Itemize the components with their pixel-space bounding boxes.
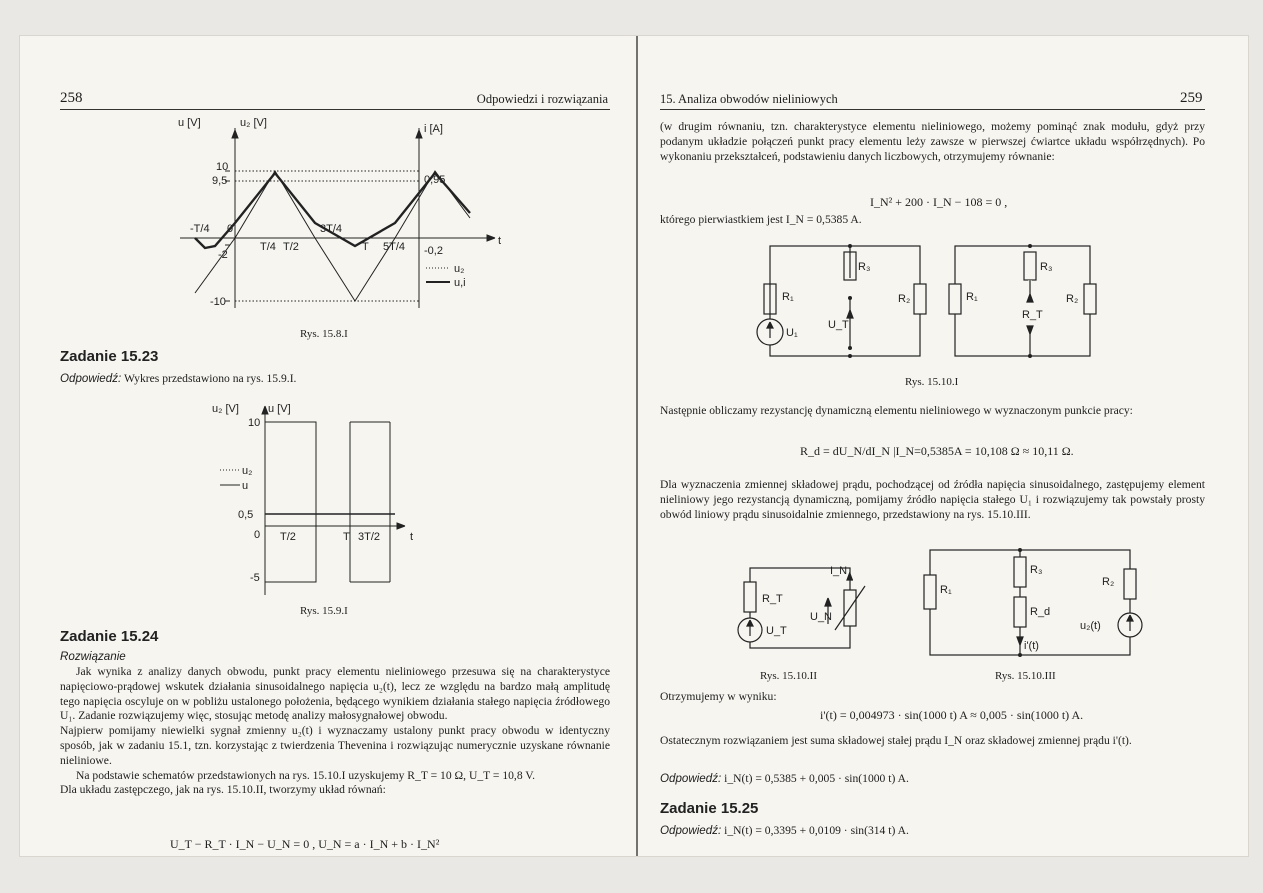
fig1581-tick-095: 0,95 [424, 174, 446, 186]
fig1581-tick-m10: -10 [210, 296, 226, 308]
fig15101-r3b: R₃ [1040, 261, 1053, 273]
fig1581-tick-95: 9,5 [212, 175, 228, 187]
fig1581-legend-ui: u,i [454, 277, 466, 289]
right-para-2: którego pierwiastkiem jest I_N = 0,5385 A. [660, 213, 862, 226]
zadanie-15-24-subheading: Rozwiązanie [60, 650, 126, 663]
zad1524-para-2: Najpierw pomijamy niewielki sygnał zmienny u₂(t) i wyznaczamy ustalony punkt pracy obwodu w identyczny sposób, jak w zadaniu 15.1, tzn. korzystając z twierdzenia Thevenina i rozwiązując numerycznie uzyskane równanie nieliniowe. [60, 724, 610, 767]
header-rule-right [660, 109, 1205, 110]
zadanie-15-23-heading: Zadanie 15.23 [60, 348, 159, 365]
fig15101-r3a: R₃ [858, 261, 871, 273]
fig1591-ylabel-u2: u₂ [V] [212, 403, 239, 415]
fig1581-tick-m02: -0,2 [424, 245, 443, 257]
fig1581-tick-t4: T/4 [260, 241, 276, 253]
right-para-5: Otrzymujemy w wyniku: [660, 690, 777, 703]
right-para-6: Ostatecznym rozwiązaniem jest suma składowej stałej prądu I_N oraz składowej zmiennej prądu i'(t). [660, 734, 1132, 747]
zadanie-15-24-body [60, 665, 610, 798]
fig1581-tick-5t4: 5T/4 [383, 241, 406, 253]
fig15101-caption: Rys. 15.10.I [905, 376, 959, 388]
right-running-title: 15. Analiza obwodów nieliniowych [660, 92, 838, 106]
fig1581-tick-10: 10 [216, 161, 229, 173]
zad1524-equation: U_T − R_T · I_N − U_N = 0 , U_N = a · I_N + b · I_N² [170, 837, 440, 851]
answer-15-24: Odpowiedź: i_N(t) = 0,5385 + 0,005 · sin(1000 t) A. [660, 772, 909, 785]
fig1591-tick-3t2: 3T/2 [358, 531, 381, 543]
right-equation-2: R_d = dU_N/dI_N |I_N=0,5385A = 10,108 Ω ≈ 10,11 Ω. [800, 444, 1074, 458]
zadanie-15-23-answer: Odpowiedź: Wykres przedstawiono na rys. 15.9.I. [60, 372, 297, 385]
fig1581-tick-t2: T/2 [283, 241, 299, 253]
figure-15-10-1 [760, 238, 1100, 368]
fig15101-r1a: R₁ [782, 291, 794, 303]
zadanie-15-24-heading: Zadanie 15.24 [60, 628, 159, 645]
fig1591-tick-0: 0 [254, 529, 261, 541]
fig1581-legend-u2: u₂ [454, 263, 465, 275]
book-gutter [636, 36, 638, 856]
right-para-1: (w drugim równaniu, tzn. charakterystyce elementu nieliniowego, możemy pominąć znak modułu, gdyż przy podanym układzie połączeń punkt pracy elementu leży zawsze w pierwszej ćwiartce układu współrzędnych). Po wykonaniu przekształceń, podstawieniu danych liczbowych, otrzymujemy równanie: [660, 120, 1205, 163]
fig15103-r2: R₂ [1102, 576, 1115, 588]
fig15101-r1b: R₁ [966, 291, 978, 303]
fig1591-tick-t: T [343, 531, 350, 543]
fig1591-tick-05: 0,5 [238, 509, 254, 521]
fig15102-caption: Rys. 15.10.II [760, 670, 818, 682]
fig15103-rd: R_d [1030, 606, 1051, 618]
left-running-title: Odpowiedzi i rozwiązania [476, 92, 608, 106]
fig1591-ylabel-u: u [V] [268, 403, 291, 415]
fig15102-un: U_N [810, 611, 833, 623]
right-para-3: Następnie obliczamy rezystancję dynamiczną elementu nieliniowego w wyznaczonym punkcie pracy: [660, 404, 1133, 417]
fig1581-tick-t: T [362, 241, 369, 253]
header-rule [60, 109, 610, 110]
fig15102-rt: R_T [762, 593, 783, 605]
fig1591-tick-t2: T/2 [280, 531, 296, 543]
fig15103-ip: i'(t) [1024, 640, 1039, 652]
fig1581-ylabel-u2: u₂ [V] [240, 117, 267, 129]
fig1591-caption: Rys. 15.9.I [300, 605, 348, 617]
fig15101-r2a: R₂ [898, 293, 911, 305]
fig1591-tlabel: t [410, 531, 414, 543]
fig1581-tlabel: t [498, 235, 502, 247]
fig1581-caption: Rys. 15.8.I [300, 328, 348, 340]
figure-15-10-3 [920, 545, 1160, 665]
fig15103-u2: u₂(t) [1080, 620, 1101, 632]
fig15103-r3: R₃ [1030, 564, 1043, 576]
right-equation-3: i'(t) = 0,004973 · sin(1000 t) A ≈ 0,005 · sin(1000 t) A. [820, 708, 1084, 722]
zad1524-para-4: Dla układu zastępczego, jak na rys. 15.10.II, tworzymy układ równań: [60, 783, 386, 797]
fig1591-tick-10: 10 [248, 417, 261, 429]
right-equation-1: I_N² + 200 · I_N − 108 = 0 , [870, 195, 1008, 209]
fig1581-tick-mt4: -T/4 [190, 223, 210, 235]
zad1524-para-1: Jak wynika z analizy danych obwodu, punkt pracy elementu nieliniowego przesuwa się na charakterystyce napięciowo-prądowej wskutek działania sinusoidalnego napięcia u₂(t), lecz ze względu na bardzo małą amplitudę tego napięcia oscyluje on w pobliżu ustalonego położenia, będącego wynikiem działania stałego napięcia źródłowego U₁. Zadanie rozwiązujemy więc, stosując metodę analizy małosygnałowej obwodu. [60, 665, 610, 723]
left-page-number: 258 [60, 90, 83, 106]
fig1591-tick-m5: -5 [250, 572, 260, 584]
fig15102-in: I_N [830, 565, 848, 577]
fig15101-ut: U_T [828, 319, 849, 331]
zad1524-para-3: Na podstawie schematów przedstawionych na rys. 15.10.I uzyskujemy R_T = 10 Ω, U_T = 10,8 V. [76, 768, 536, 782]
fig1581-tick-0: 0 [227, 223, 234, 235]
fig1581-tick-m2: -2 [218, 249, 228, 261]
fig1591-legend-u2: u₂ [242, 465, 253, 477]
fig1591-legend-u: u [242, 480, 249, 492]
fig15103-r1: R₁ [940, 584, 952, 596]
fig15102-ut: U_T [766, 625, 787, 637]
fig15103-caption: Rys. 15.10.III [995, 670, 1056, 682]
fig15101-u1: U₁ [786, 327, 798, 339]
figure-15-8-1 [180, 118, 510, 318]
figure-15-9-1 [210, 400, 430, 600]
figure-15-10-2 [740, 560, 860, 660]
right-para-4: Dla wyznaczenia zmiennej składowej prądu, pochodzącej od źródła napięcia sinusoidalnego, zastępujemy element nieliniowy jego rezystancją dynamiczną, pomijamy źródło napięcia stałego U₁ i rozwiązujemy tak powstały prosty obwód liniowy prądu sinusoidalnie zmiennego, przedstawiony na rys. 15.10.III. [660, 478, 1205, 521]
fig1581-ylabel-u: u [V] [178, 117, 201, 129]
answer-15-25: Odpowiedź: i_N(t) = 0,3395 + 0,0109 · sin(314 t) A. [660, 824, 909, 837]
zadanie-15-25-heading: Zadanie 15.25 [660, 800, 759, 817]
fig15101-r2b: R₂ [1066, 293, 1079, 305]
fig15101-rt: R_T [1022, 309, 1043, 321]
fig1581-ylabel-i: i [A] [424, 123, 443, 135]
fig1581-tick-3t4: 3T/4 [320, 223, 343, 235]
right-page-number: 259 [1180, 90, 1203, 106]
